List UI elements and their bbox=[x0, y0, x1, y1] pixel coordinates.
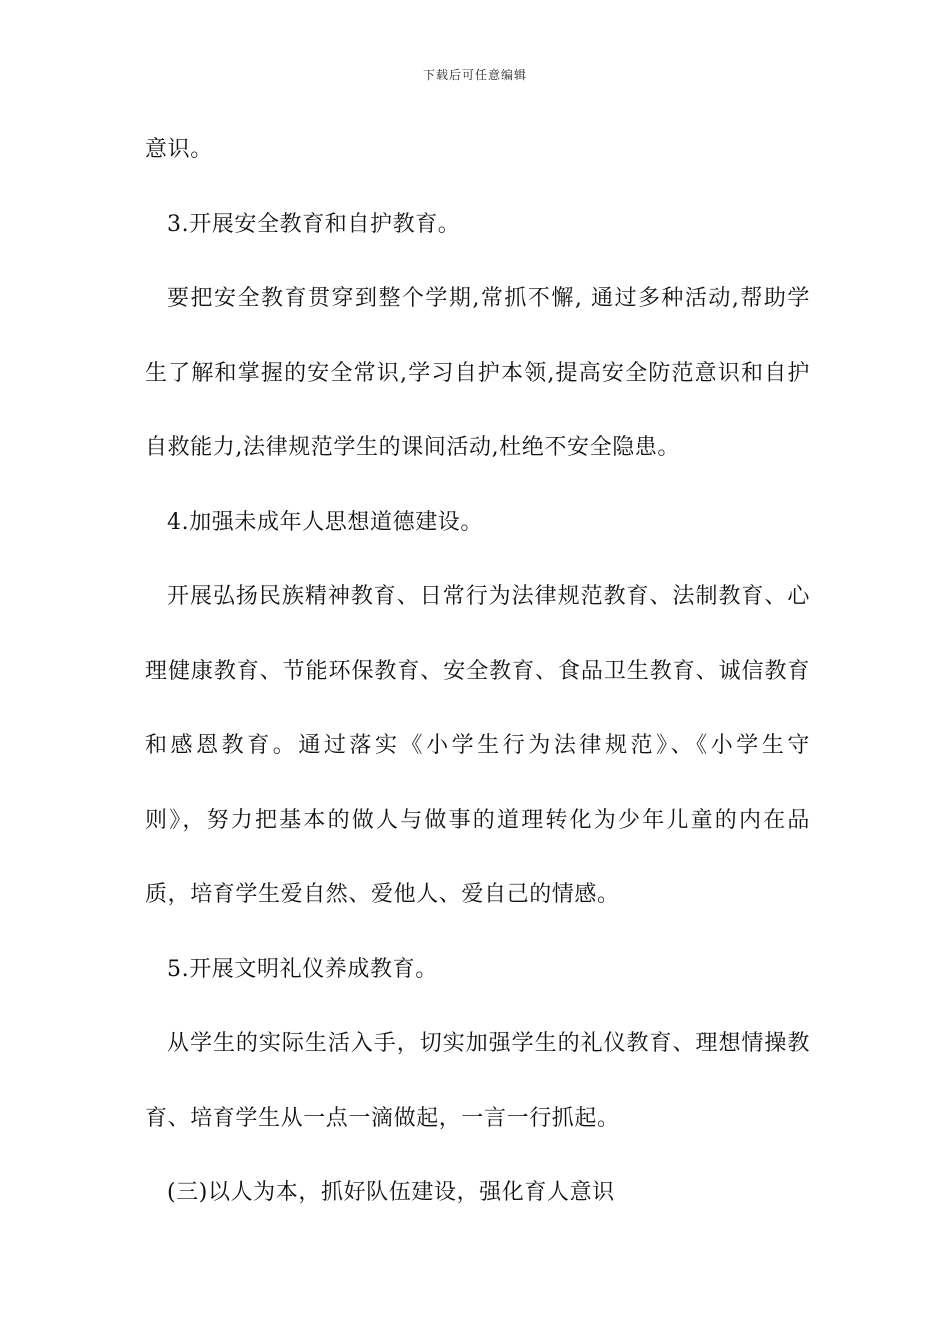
text-line: 4.加强未成年人思想道德建设。 bbox=[167, 509, 483, 535]
text-line: 要把安全教育贯穿到整个学期,常抓不懈, 通过多种活动,帮助学 bbox=[167, 286, 810, 311]
text-line: 自救能力,法律规范学生的课间活动,杜绝不安全隐患。 bbox=[145, 435, 680, 460]
text-line: (三)以人为本，抓好队伍建设，强化育人意识 bbox=[167, 1180, 615, 1205]
text-line: 意识。 bbox=[145, 137, 213, 162]
text-line: 则》，努力把基本的做人与做事的道理转化为少年儿童的内在品 bbox=[145, 807, 810, 833]
page-header: 下载后可任意编辑 bbox=[422, 68, 527, 82]
document-body bbox=[145, 128, 810, 1246]
text-line: 理健康教育、节能环保教育、安全教育、食品卫生教育、诚信教育 bbox=[145, 658, 810, 684]
text-line: 质，培育学生爱自然、爱他人、爱自己的情感。 bbox=[145, 882, 620, 907]
text-line: 生了解和掌握的安全常识,学习自护本领,提高安全防范意识和自护 bbox=[145, 360, 810, 386]
text-line: 开展弘扬民族精神教育、日常行为法律规范教育、法制教育、心 bbox=[167, 584, 810, 609]
text-line: 和感恩教育。通过落实《小学生行为法律规范》、《小学生守 bbox=[145, 733, 810, 758]
text-line: 从学生的实际生活入手，切实加强学生的礼仪教育、理想情操教 bbox=[167, 1031, 810, 1056]
text-line: 5.开展文明礼仪养成教育。 bbox=[167, 956, 438, 982]
text-line: 育、培育学生从一点一滴做起，一言一行抓起。 bbox=[145, 1105, 620, 1131]
text-line: 3.开展安全教育和自护教育。 bbox=[167, 211, 461, 237]
